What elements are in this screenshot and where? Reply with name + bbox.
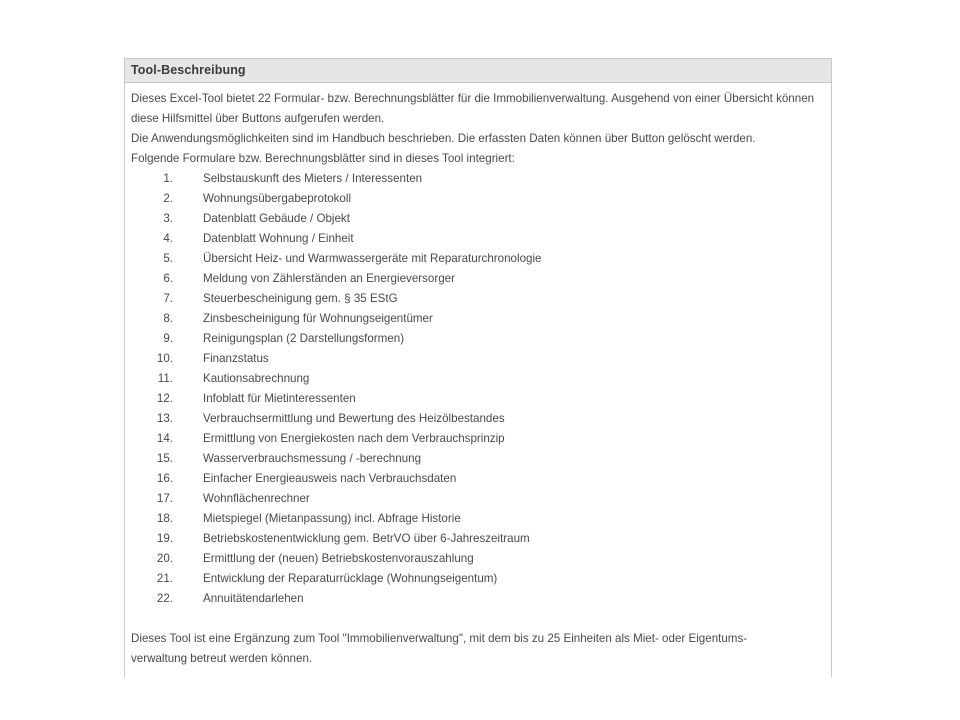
list-item-number: 6. xyxy=(163,272,173,285)
list-item-number: 21. xyxy=(156,572,173,585)
list-item xyxy=(131,329,825,349)
list-item xyxy=(131,589,825,609)
list-item-label: Annuitätendarlehen xyxy=(203,592,304,605)
list-item-number: 12. xyxy=(156,392,173,405)
list-item xyxy=(131,309,825,329)
list-item xyxy=(131,349,825,369)
list-item-label: Datenblatt Wohnung / Einheit xyxy=(203,232,354,245)
list-item-label: Übersicht Heiz- und Warmwassergeräte mit Reparaturchronologie xyxy=(203,252,542,265)
tool-description-panel xyxy=(124,58,832,677)
list-item xyxy=(131,549,825,569)
intro-paragraph-3: Folgende Formulare bzw. Berechnungsblätter sind in dieses Tool integriert: xyxy=(131,152,515,165)
list-item-number: 16. xyxy=(156,472,173,485)
list-item-number: 22. xyxy=(156,592,173,605)
panel-title: Tool-Beschreibung xyxy=(125,59,831,83)
intro-paragraph-1: Dieses Excel-Tool bietet 22 Formular- bzw. Berechnungsblätter für die Immobilienverwaltung. Ausgehend von einer Übersicht können diese Hilfsmittel über Buttons aufgerufen werden. xyxy=(131,92,815,125)
list-item-label: Datenblatt Gebäude / Objekt xyxy=(203,212,350,225)
list-item xyxy=(131,169,825,189)
list-item-number: 19. xyxy=(156,532,173,545)
list-item-number: 10. xyxy=(156,352,173,365)
list-item-label: Meldung von Zählerständen an Energieversorger xyxy=(203,272,455,285)
list-item-number: 17. xyxy=(156,492,173,505)
list-item xyxy=(131,469,825,489)
list-item-label: Entwicklung der Reparaturrücklage (Wohnungseigentum) xyxy=(203,572,498,585)
list-item xyxy=(131,249,825,269)
list-item-label: Wohnflächenrechner xyxy=(203,492,310,505)
list-item-label: Betriebskostenentwicklung gem. BetrVO über 6-Jahreszeitraum xyxy=(203,532,530,545)
list-item-label: Steuerbescheinigung gem. § 35 EStG xyxy=(203,292,398,305)
list-item-label: Mietspiegel (Mietanpassung) incl. Abfrage Historie xyxy=(203,512,461,525)
list-item xyxy=(131,529,825,549)
list-item xyxy=(131,509,825,529)
list-item-label: Finanzstatus xyxy=(203,352,269,365)
list-item-label: Wasserverbrauchsmessung / -berechnung xyxy=(203,452,422,465)
list-item-label: Infoblatt für Mietinteressenten xyxy=(203,392,356,405)
list-item-number: 5. xyxy=(163,252,173,265)
list-item-number: 9. xyxy=(163,332,173,345)
list-item-number: 20. xyxy=(156,552,173,565)
list-item-number: 2. xyxy=(163,192,173,205)
closing-line-1: Dieses Tool ist eine Ergänzung zum Tool "Immobilienverwaltung", mit dem bis zu 25 Einheiten als Miet- oder Eigentums- xyxy=(131,632,748,645)
list-item xyxy=(131,229,825,249)
panel-body xyxy=(125,83,831,677)
list-item-label: Selbstauskunft des Mieters / Interessenten xyxy=(203,172,423,185)
list-item xyxy=(131,209,825,229)
list-item xyxy=(131,289,825,309)
list-item-number: 4. xyxy=(163,232,173,245)
list-item xyxy=(131,269,825,289)
tool-list xyxy=(131,169,825,609)
list-item-number: 15. xyxy=(156,452,173,465)
list-item-number: 13. xyxy=(156,412,173,425)
list-item-number: 11. xyxy=(157,372,173,385)
list-item-label: Kautionsabrechnung xyxy=(203,372,310,385)
list-item-label: Ermittlung von Energiekosten nach dem Verbrauchsprinzip xyxy=(203,432,505,445)
list-item-label: Einfacher Energieausweis nach Verbrauchsdaten xyxy=(203,472,457,485)
list-item xyxy=(131,569,825,589)
list-item-number: 1. xyxy=(163,172,173,185)
list-item xyxy=(131,189,825,209)
list-item xyxy=(131,409,825,429)
list-item-label: Wohnungsübergabeprotokoll xyxy=(203,192,352,205)
list-item xyxy=(131,369,825,389)
list-item-number: 14. xyxy=(156,432,173,445)
list-closing-spacer xyxy=(131,609,825,629)
intro-paragraph-2: Die Anwendungsmöglichkeiten sind im Handbuch beschrieben. Die erfassten Daten können über Button gelöscht werden. xyxy=(131,132,756,145)
list-item-label: Ermittlung der (neuen) Betriebskostenvorauszahlung xyxy=(203,552,474,565)
list-item xyxy=(131,489,825,509)
list-item-number: 8. xyxy=(163,312,173,325)
list-item-label: Reinigungsplan (2 Darstellungsformen) xyxy=(203,332,405,345)
closing-line-2: verwaltung betreut werden können. xyxy=(131,652,313,665)
list-item-number: 18. xyxy=(156,512,173,525)
list-item xyxy=(131,449,825,469)
list-item xyxy=(131,389,825,409)
list-item-label: Verbrauchsermittlung und Bewertung des Heizölbestandes xyxy=(203,412,505,425)
list-item-label: Zinsbescheinigung für Wohnungseigentümer xyxy=(203,312,433,325)
list-item-number: 3. xyxy=(163,212,173,225)
list-item xyxy=(131,429,825,449)
list-item-number: 7. xyxy=(163,292,173,305)
